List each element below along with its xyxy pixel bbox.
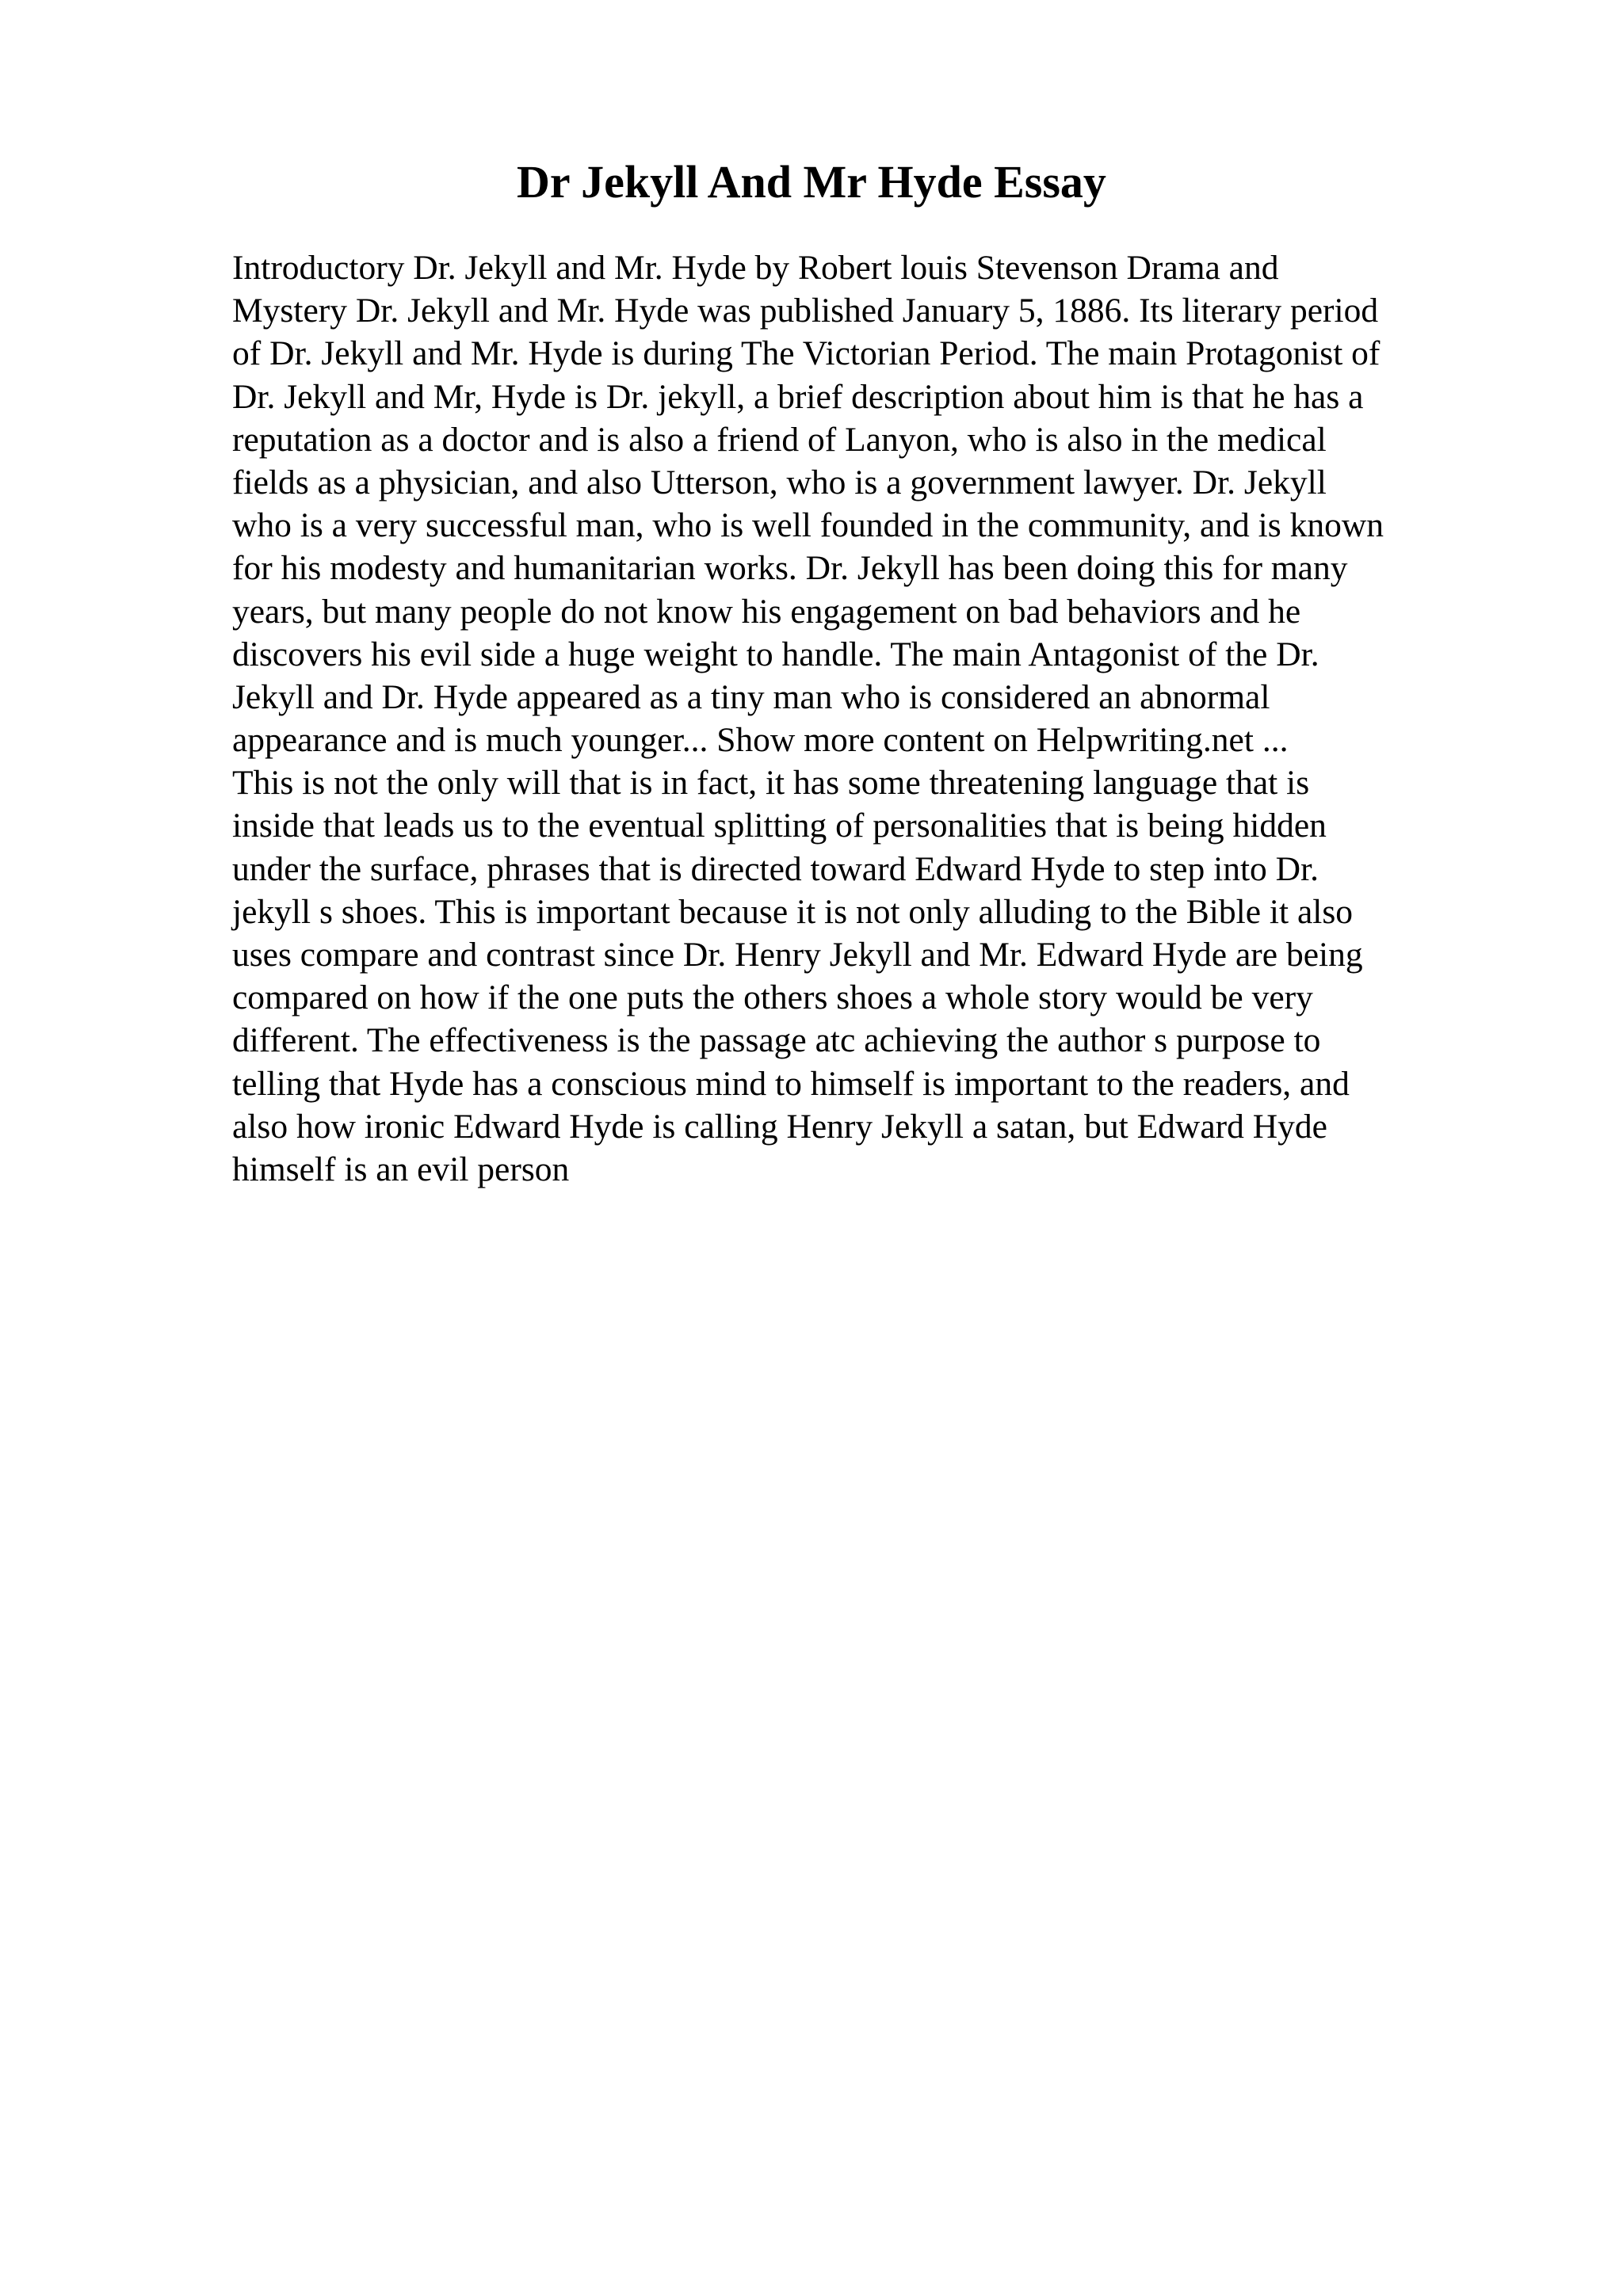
essay-line: for his modesty and humanitarian works. Dr. Jekyll has been doing this for many xyxy=(232,549,1348,588)
essay-line: who is a very successful man, who is well founded in the community, and is known xyxy=(232,506,1384,545)
essay-line: jekyll s shoes. This is important because it is not only alluding to the Bible it also xyxy=(232,892,1354,931)
essay-line: reputation as a doctor and is also a friend of Lanyon, who is also in the medical xyxy=(232,420,1327,459)
essay-line: years, but many people do not know his engagement on bad behaviors and he xyxy=(232,592,1301,631)
essay-line: under the surface, phrases that is directed toward Edward Hyde to step into Dr. xyxy=(232,849,1319,888)
essay-body xyxy=(232,246,1532,1191)
essay-line: discovers his evil side a huge weight to handle. The main Antagonist of the Dr. xyxy=(232,635,1319,673)
essay-line: also how ironic Edward Hyde is calling Henry Jekyll a satan, but Edward Hyde xyxy=(232,1107,1327,1146)
essay-line: himself is an evil person xyxy=(232,1150,570,1188)
essay-line: This is not the only will that is in fact, it has some threatening language that is xyxy=(232,764,1310,803)
essay-line: Mystery Dr. Jekyll and Mr. Hyde was published January 5, 1886. Its literary period xyxy=(232,292,1379,330)
essay-line: inside that leads us to the eventual splitting of personalities that is being hidden xyxy=(232,807,1327,845)
essay-line: uses compare and contrast since Dr. Henry Jekyll and Mr. Edward Hyde are being xyxy=(232,936,1363,974)
document-title: Dr Jekyll And Mr Hyde Essay xyxy=(517,156,1106,208)
essay-line-show-more: appearance and is much younger... Show more content on Helpwriting.net ... xyxy=(232,721,1289,760)
essay-line: Introductory Dr. Jekyll and Mr. Hyde by Robert louis Stevenson Drama and xyxy=(232,249,1279,287)
essay-line: Jekyll and Dr. Hyde appeared as a tiny man who is considered an abnormal xyxy=(232,677,1270,716)
essay-line: compared on how if the one puts the others shoes a whole story would be very xyxy=(232,978,1313,1017)
essay-line: of Dr. Jekyll and Mr. Hyde is during The Victorian Period. The main Protagonist of xyxy=(232,334,1381,373)
essay-line: Dr. Jekyll and Mr, Hyde is Dr. jekyll, a brief description about him is that he has a xyxy=(232,377,1364,416)
essay-line: telling that Hyde has a conscious mind to himself is important to the readers, and xyxy=(232,1064,1350,1103)
essay-line: fields as a physician, and also Utterson, who is a government lawyer. Dr. Jekyll xyxy=(232,463,1327,502)
essay-line: different. The effectiveness is the passage atc achieving the author s purpose to xyxy=(232,1021,1321,1060)
